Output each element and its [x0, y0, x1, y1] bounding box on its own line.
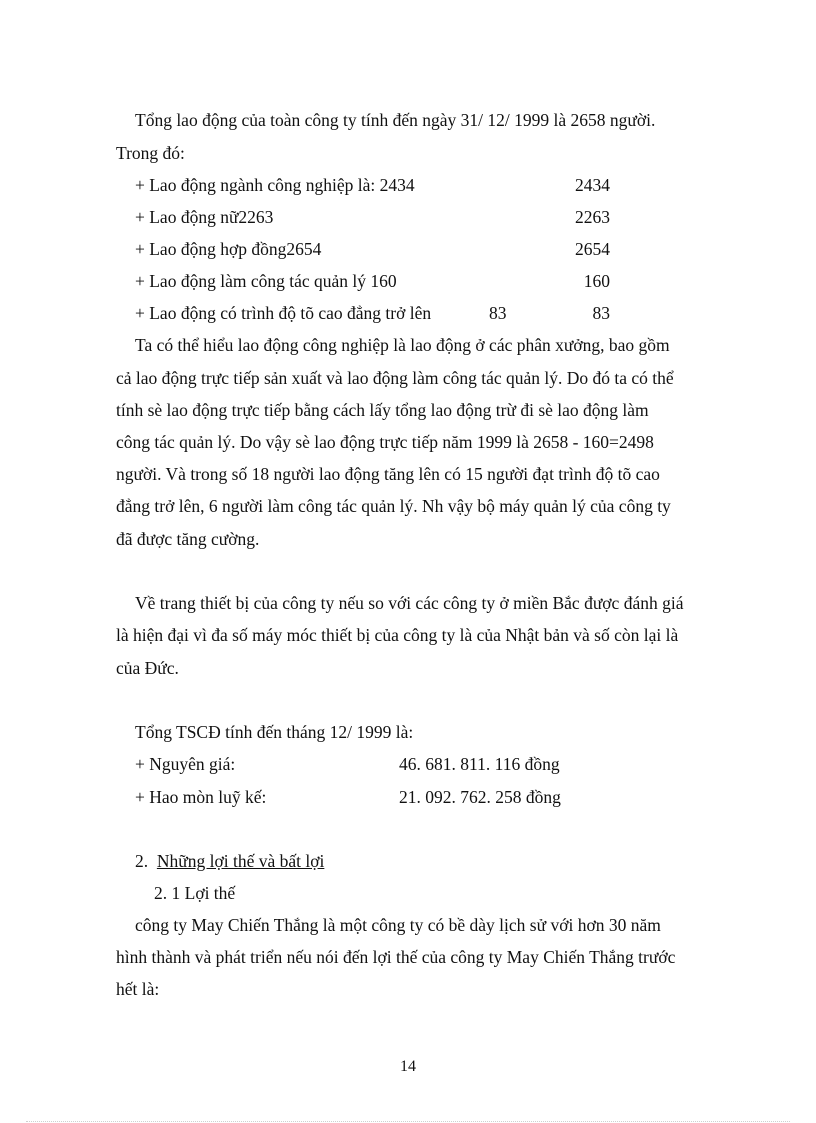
assets-row-label: + Nguyên giá:: [135, 754, 236, 774]
intro-line-2: Trong đó:: [116, 143, 185, 163]
paragraph-line: hình thành và phát triển nếu nói đến lợi thế của công ty May Chiến Thắng trước: [116, 947, 676, 967]
paragraph-line: Ta có thể hiểu lao động công nghiệp là lao động ở các phân xưởng, bao gồm: [135, 335, 670, 355]
section-title: Những lợi thế và bất lợi: [156, 851, 325, 871]
assets-heading: Tổng TSCĐ tính đến tháng 12/ 1999 là:: [135, 722, 414, 742]
labor-item-value: 2654: [575, 239, 610, 259]
labor-item-value: 2434: [575, 175, 610, 195]
paragraph-line: Về trang thiết bị của công ty nếu so với các công ty ở miền Bắc được đánh giá: [135, 593, 684, 613]
assets-row-label: + Hao mòn luỹ kế:: [135, 787, 267, 807]
paragraph-line: người. Và trong số 18 người lao động tăng lên có 15 người đạt trình độ tõ cao: [116, 464, 660, 484]
labor-item-value: 160: [583, 271, 610, 291]
intro-line-1: Tổng lao động của toàn công ty tính đến ngày 31/ 12/ 1999 là 2658 người.: [135, 110, 656, 130]
subsection-heading: 2. 1 Lợi thế: [154, 883, 236, 903]
paragraph-line: cả lao động trực tiếp sản xuất và lao động làm công tác quản lý. Do đó ta có thể: [116, 368, 674, 388]
paragraph-line: là hiện đại vì đa số máy móc thiết bị của công ty là của Nhật bản và số còn lại là: [116, 625, 679, 645]
labor-item-value: 83: [592, 303, 610, 323]
assets-row-value: 46. 681. 811. 116 đồng: [399, 754, 560, 774]
labor-item-label: + Lao động có trình độ tõ cao đẳng trở lên: [135, 303, 432, 323]
page-bottom-divider: [26, 1121, 790, 1122]
labor-item-inline-value: 83: [489, 303, 507, 323]
paragraph-line: công tác quản lý. Do vậy sè lao động trực tiếp năm 1999 là 2658 - 160=2498: [116, 432, 654, 452]
paragraph-line: công ty May Chiến Thắng là một công ty có bề dày lịch sử với hơn 30 năm: [135, 915, 661, 935]
paragraph-line: đã được tăng cường.: [116, 529, 260, 549]
paragraph-line: tính sè lao động trực tiếp bằng cách lấy tổng lao động trừ đi sè lao động làm: [116, 400, 649, 420]
labor-item-label: + Lao động hợp đồng2654: [135, 239, 322, 259]
paragraph-line: đẳng trở lên, 6 người làm công tác quản lý. Nh vậy bộ máy quản lý của công ty: [116, 496, 671, 516]
paragraph-line: hết là:: [116, 979, 160, 999]
labor-item-label: + Lao động làm công tác quản lý 160: [135, 271, 397, 291]
page-number: 14: [400, 1058, 416, 1075]
section-number: 2.: [135, 851, 149, 871]
labor-item-value: 2263: [575, 207, 610, 227]
paragraph-line: của Đức.: [116, 658, 179, 678]
section-heading: [135, 849, 324, 873]
assets-row-value: 21. 092. 762. 258 đồng: [399, 787, 561, 807]
labor-item-label: + Lao động nữ2263: [135, 207, 274, 227]
labor-item-label: + Lao động ngành công nghiệp là: 2434: [135, 175, 415, 195]
